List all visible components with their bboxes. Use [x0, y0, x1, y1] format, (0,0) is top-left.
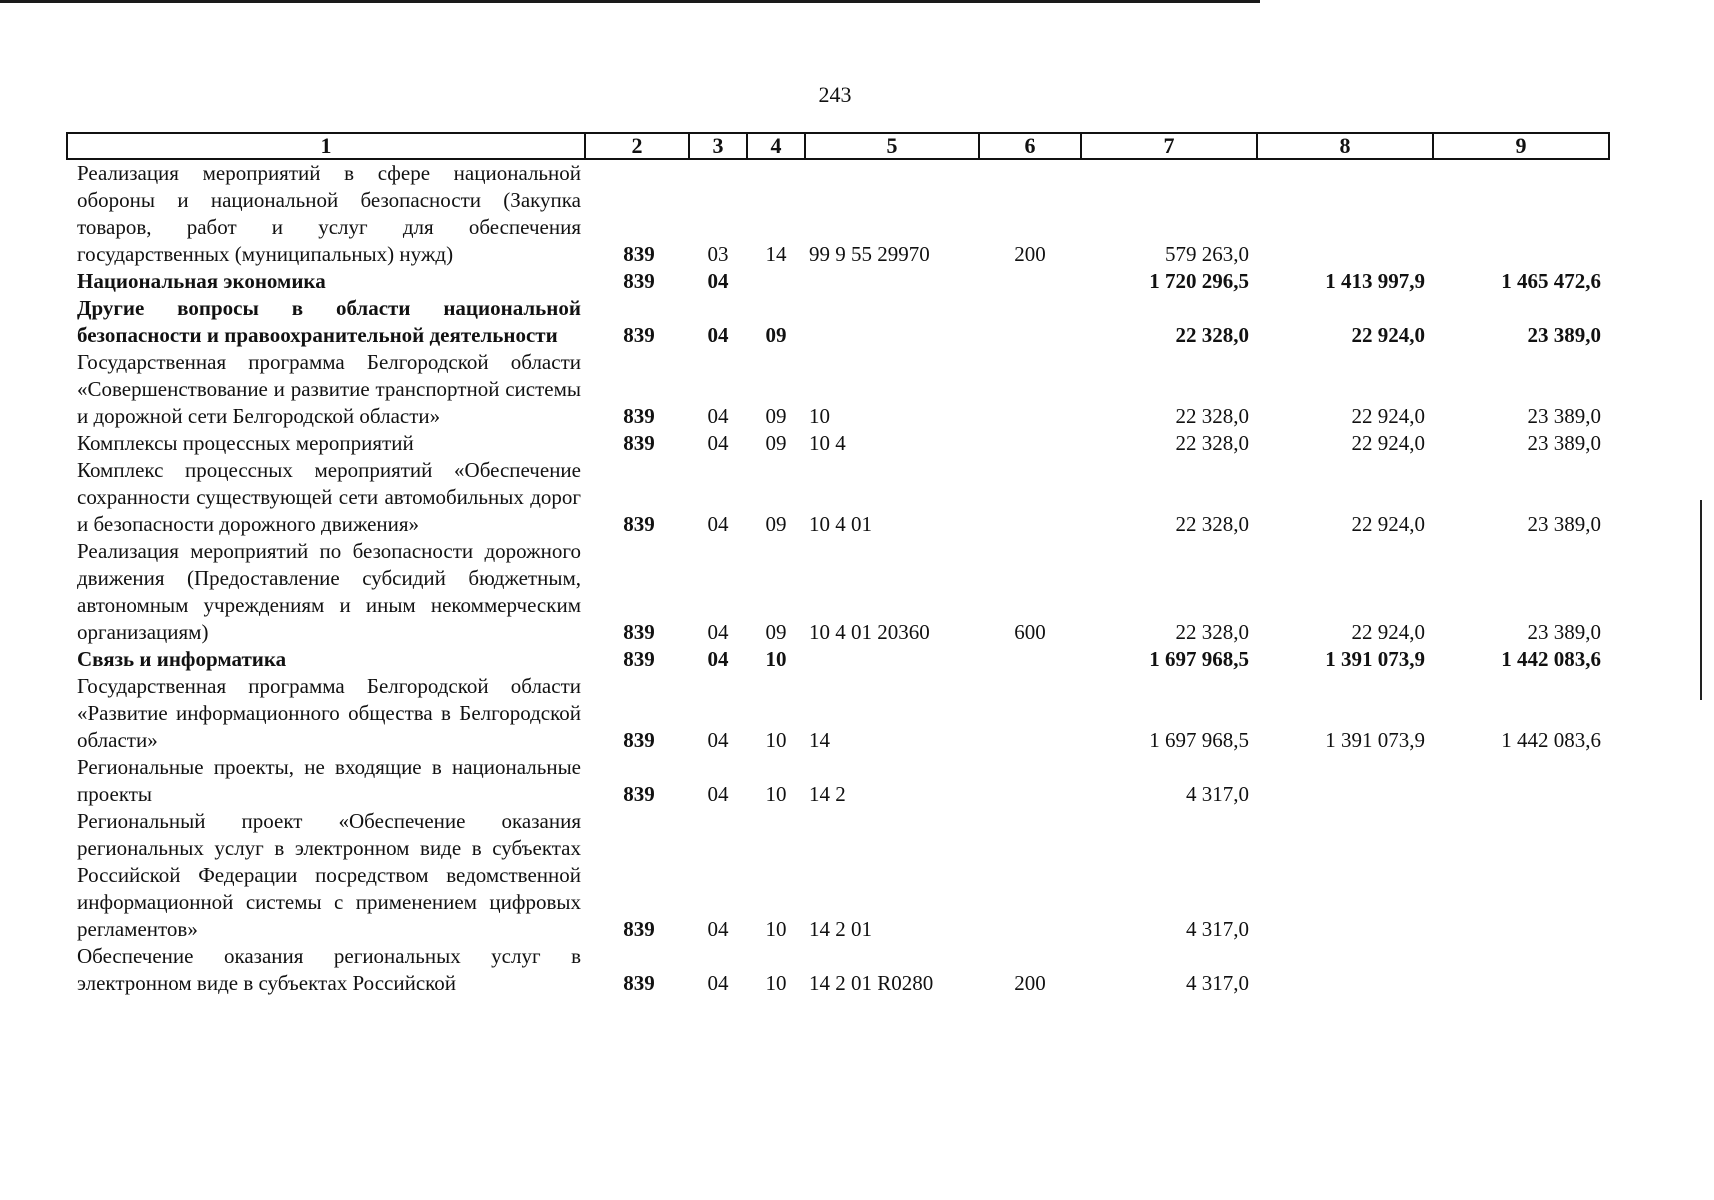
- row-csr-code: 14 2 01 R0280: [809, 971, 934, 995]
- row-gr-code: 839: [623, 917, 655, 941]
- row-value-9: 23 389,0: [1527, 323, 1601, 347]
- row-gr-code: 839: [623, 620, 655, 644]
- row-csr-code: [805, 295, 979, 349]
- row-pr-code: 09: [765, 431, 787, 455]
- row-value-9: [1433, 754, 1609, 808]
- header-col-1: 1: [67, 133, 585, 159]
- row-pr-code: 10: [765, 782, 787, 806]
- row-name: Обеспечение оказания региональных услуг в электронном виде в субъектах Российской: [77, 944, 581, 995]
- row-value-8: [1257, 808, 1433, 943]
- row-value-8: 22 924,0: [1351, 620, 1425, 644]
- row-value-7: 1 697 968,5: [1149, 728, 1249, 752]
- row-vr-code: [979, 268, 1081, 295]
- row-value-8: 1 391 073,9: [1325, 647, 1425, 671]
- header-col-8: 8: [1257, 133, 1433, 159]
- table-header-row: [67, 133, 1609, 159]
- row-vr-code: [979, 295, 1081, 349]
- row-name: Связь и информатика: [77, 647, 287, 671]
- row-vr-code: [979, 430, 1081, 457]
- row-csr-code: 10 4: [809, 431, 846, 455]
- row-gr-code: 839: [623, 728, 655, 752]
- row-value-8: [1257, 159, 1433, 268]
- table-row: [67, 646, 1609, 673]
- row-vr-code: [979, 808, 1081, 943]
- row-value-8: [1257, 943, 1433, 997]
- row-value-8: 22 924,0: [1351, 512, 1425, 536]
- row-value-7: 22 328,0: [1175, 404, 1249, 428]
- table-row: [67, 159, 1609, 268]
- table-row: [67, 754, 1609, 808]
- top-rule: [0, 0, 1260, 3]
- table-row: [67, 349, 1609, 430]
- header-col-9: 9: [1433, 133, 1609, 159]
- row-pr-code: 09: [765, 620, 787, 644]
- row-pr-code: 09: [765, 323, 787, 347]
- row-value-7: 4 317,0: [1186, 782, 1249, 806]
- row-csr-code: 10 4 01 20360: [809, 620, 930, 644]
- table-row: [67, 808, 1609, 943]
- table-row: [67, 295, 1609, 349]
- row-value-8: 22 924,0: [1351, 431, 1425, 455]
- row-csr-code: 99 9 55 29970: [809, 242, 930, 266]
- row-value-9: 1 442 083,6: [1501, 647, 1601, 671]
- table-row: [67, 538, 1609, 646]
- row-pr-code: 14: [765, 242, 787, 266]
- row-csr-code: 10 4 01: [809, 512, 872, 536]
- row-csr-code: 10: [809, 404, 830, 428]
- row-name: Другие вопросы в области национальной безопасности и правоохранительной деятельности: [77, 296, 581, 347]
- page-number: 243: [818, 82, 852, 107]
- row-value-9: 23 389,0: [1527, 404, 1601, 428]
- table-row: [67, 457, 1609, 538]
- row-name: Национальная экономика: [77, 269, 326, 293]
- row-rz-code: 04: [707, 404, 729, 428]
- table-row: [67, 943, 1609, 997]
- row-name: Государственная программа Белгородской области «Развитие информационного общества в Белгородской области»: [77, 674, 581, 752]
- row-vr-code: [979, 457, 1081, 538]
- row-rz-code: 03: [707, 242, 729, 266]
- header-col-2: 2: [585, 133, 689, 159]
- row-pr-code: [747, 268, 805, 295]
- row-value-7: 1 697 968,5: [1149, 647, 1249, 671]
- header-col-4: 4: [747, 133, 805, 159]
- row-value-8: 22 924,0: [1351, 404, 1425, 428]
- row-rz-code: 04: [707, 323, 729, 347]
- row-value-7: 22 328,0: [1175, 323, 1249, 347]
- row-gr-code: 839: [623, 404, 655, 428]
- row-name: Комплексы процессных мероприятий: [77, 431, 414, 455]
- row-gr-code: 839: [623, 242, 655, 266]
- row-value-7: 22 328,0: [1175, 620, 1249, 644]
- row-pr-code: 10: [765, 647, 787, 671]
- table-row: [67, 268, 1609, 295]
- row-rz-code: 04: [707, 620, 729, 644]
- row-rz-code: 04: [707, 971, 729, 995]
- row-csr-code: [805, 268, 979, 295]
- row-rz-code: 04: [707, 269, 729, 293]
- row-name: Комплекс процессных мероприятий «Обеспечение сохранности существующей сети автомобильных дорог и безопасности дорожного движения»: [77, 458, 581, 536]
- row-vr-code: 200: [1014, 971, 1046, 995]
- row-name: Государственная программа Белгородской области «Совершенствование и развитие транспортной системы и дорожной сети Белгородской области»: [77, 350, 581, 428]
- row-pr-code: 10: [765, 971, 787, 995]
- row-name: Реализация мероприятий в сфере национальной обороны и национальной безопасности (Закупка товаров, работ и услуг для обеспечения государственных (муниципальных) нужд): [77, 161, 581, 266]
- row-value-7: 22 328,0: [1175, 431, 1249, 455]
- row-pr-code: 09: [765, 512, 787, 536]
- row-csr-code: 14: [809, 728, 830, 752]
- row-gr-code: 839: [623, 647, 655, 671]
- row-rz-code: 04: [707, 782, 729, 806]
- row-gr-code: 839: [623, 782, 655, 806]
- row-pr-code: 09: [765, 404, 787, 428]
- row-csr-code: 14 2 01: [809, 917, 872, 941]
- row-name: Реализация мероприятий по безопасности дорожного движения (Предоставление субсидий бюджетным, автономным учреждениям и иным некоммерческим организациям): [77, 539, 581, 644]
- row-value-9: 23 389,0: [1527, 512, 1601, 536]
- row-pr-code: 10: [765, 917, 787, 941]
- row-csr-code: [805, 646, 979, 673]
- row-vr-code: [979, 673, 1081, 754]
- row-gr-code: 839: [623, 971, 655, 995]
- row-vr-code: [979, 646, 1081, 673]
- row-value-9: 23 389,0: [1527, 620, 1601, 644]
- budget-table-container: [66, 132, 1608, 997]
- row-rz-code: 04: [707, 917, 729, 941]
- row-gr-code: 839: [623, 431, 655, 455]
- header-col-7: 7: [1081, 133, 1257, 159]
- budget-table: [66, 132, 1610, 997]
- table-row: [67, 430, 1609, 457]
- row-value-9: [1433, 159, 1609, 268]
- row-value-9: [1433, 808, 1609, 943]
- row-csr-code: 14 2: [809, 782, 846, 806]
- header-col-6: 6: [979, 133, 1081, 159]
- row-pr-code: 10: [765, 728, 787, 752]
- row-value-9: 1 465 472,6: [1501, 269, 1601, 293]
- row-gr-code: 839: [623, 269, 655, 293]
- row-gr-code: 839: [623, 512, 655, 536]
- row-vr-code: [979, 754, 1081, 808]
- row-vr-code: 200: [1014, 242, 1046, 266]
- row-value-8: 1 413 997,9: [1325, 269, 1425, 293]
- header-col-3: 3: [689, 133, 747, 159]
- row-value-9: 1 442 083,6: [1501, 728, 1601, 752]
- scan-edge-mark: [1700, 500, 1702, 700]
- row-value-8: [1257, 754, 1433, 808]
- row-name: Региональные проекты, не входящие в национальные проекты: [77, 755, 581, 806]
- row-value-9: [1433, 943, 1609, 997]
- row-value-7: 4 317,0: [1186, 971, 1249, 995]
- row-value-7: 22 328,0: [1175, 512, 1249, 536]
- row-value-8: 1 391 073,9: [1325, 728, 1425, 752]
- row-rz-code: 04: [707, 728, 729, 752]
- row-gr-code: 839: [623, 323, 655, 347]
- row-value-7: 1 720 296,5: [1149, 269, 1249, 293]
- table-body: [67, 159, 1609, 997]
- row-value-7: 4 317,0: [1186, 917, 1249, 941]
- row-value-9: 23 389,0: [1527, 431, 1601, 455]
- row-rz-code: 04: [707, 512, 729, 536]
- row-name: Региональный проект «Обеспечение оказания региональных услуг в электронном виде в субъектах Российской Федерации посредством ведомственной информационной системы с применением цифровых регламентов»: [77, 809, 581, 941]
- header-col-5: 5: [805, 133, 979, 159]
- table-row: [67, 673, 1609, 754]
- row-vr-code: [979, 349, 1081, 430]
- row-value-7: 579 263,0: [1165, 242, 1249, 266]
- row-rz-code: 04: [707, 647, 729, 671]
- row-vr-code: 600: [1014, 620, 1046, 644]
- row-value-8: 22 924,0: [1351, 323, 1425, 347]
- row-rz-code: 04: [707, 431, 729, 455]
